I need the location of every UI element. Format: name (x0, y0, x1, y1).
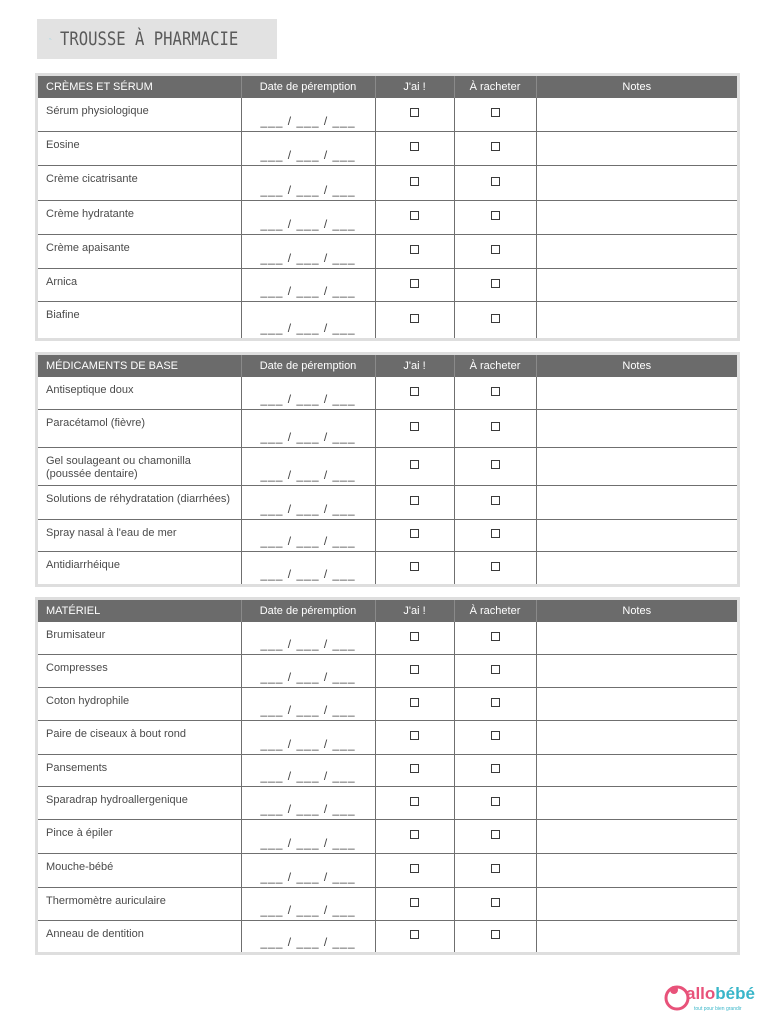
rebuy-checkbox-cell (454, 447, 536, 485)
expiry-date-field[interactable]: ___ / ___ / ___ (241, 786, 375, 819)
table-row (38, 301, 737, 338)
expiry-date-field[interactable]: ___ / ___ / ___ (241, 447, 375, 485)
expiry-date-field[interactable]: ___ / ___ / ___ (241, 301, 375, 338)
item-name: Crème hydratante (38, 200, 241, 234)
have-checkbox-cell (375, 268, 454, 301)
section-title: CRÈMES ET SÉRUM (38, 76, 241, 98)
rebuy-checkbox[interactable] (491, 279, 500, 288)
have-checkbox[interactable] (410, 211, 419, 220)
rebuy-checkbox-cell (454, 301, 536, 338)
item-name: Coton hydrophile (38, 687, 241, 720)
have-checkbox-cell (375, 98, 454, 131)
have-checkbox-cell (375, 687, 454, 720)
column-header-notes: Notes (536, 76, 737, 98)
column-header-date: Date de péremption (241, 355, 375, 377)
have-checkbox-cell (375, 622, 454, 654)
logo-tagline: tout pour bien grandir (694, 1006, 742, 1012)
table-row (38, 754, 737, 786)
have-checkbox[interactable] (410, 279, 419, 288)
title-banner (37, 19, 277, 59)
header-row (38, 76, 737, 98)
rebuy-checkbox-cell (454, 268, 536, 301)
column-header-have: J'ai ! (375, 355, 454, 377)
rebuy-checkbox-cell (454, 720, 536, 754)
item-name: Pansements (38, 754, 241, 786)
expiry-date-field[interactable]: ___ / ___ / ___ (241, 819, 375, 853)
table-row (38, 920, 737, 952)
section-title: MÉDICAMENTS DE BASE (38, 355, 241, 377)
allobebe-logo (664, 980, 756, 1016)
expiry-date-field[interactable]: ___ / ___ / ___ (241, 268, 375, 301)
table-row (38, 98, 737, 131)
rebuy-checkbox[interactable] (491, 422, 500, 431)
expiry-date-field[interactable]: ___ / ___ / ___ (241, 377, 375, 409)
rebuy-checkbox-cell (454, 754, 536, 786)
have-checkbox[interactable] (410, 698, 419, 707)
rebuy-checkbox-cell (454, 687, 536, 720)
have-checkbox-cell (375, 853, 454, 887)
have-checkbox-cell (375, 720, 454, 754)
expiry-date-field[interactable]: ___ / ___ / ___ (241, 165, 375, 200)
column-header-date: Date de péremption (241, 600, 375, 622)
header-row (38, 600, 737, 622)
table-row (38, 409, 737, 447)
have-checkbox[interactable] (410, 108, 419, 117)
logo-text-part1: allo (686, 984, 716, 1003)
notes-field[interactable] (536, 268, 737, 301)
have-checkbox[interactable] (410, 665, 419, 674)
table-row (38, 687, 737, 720)
have-checkbox[interactable] (410, 930, 419, 939)
have-checkbox[interactable] (410, 864, 419, 873)
notes-field[interactable] (536, 200, 737, 234)
expiry-date-field[interactable]: ___ / ___ / ___ (241, 131, 375, 165)
item-name: Arnica (38, 268, 241, 301)
rebuy-checkbox[interactable] (491, 698, 500, 707)
table-row (38, 720, 737, 754)
item-name: Sérum physiologique (38, 98, 241, 131)
rebuy-checkbox-cell (454, 98, 536, 131)
have-checkbox-cell (375, 377, 454, 409)
section-table (35, 352, 740, 587)
notes-field[interactable] (536, 654, 737, 687)
have-checkbox[interactable] (410, 830, 419, 839)
notes-field[interactable] (536, 165, 737, 200)
expiry-date-field[interactable]: ___ / ___ / ___ (241, 920, 375, 952)
item-name: Spray nasal à l'eau de mer (38, 519, 241, 551)
notes-field[interactable] (536, 377, 737, 409)
rebuy-checkbox[interactable] (491, 211, 500, 220)
have-checkbox-cell (375, 409, 454, 447)
rebuy-checkbox-cell (454, 200, 536, 234)
column-header-rebuy: À racheter (454, 76, 536, 98)
have-checkbox-cell (375, 920, 454, 952)
rebuy-checkbox[interactable] (491, 245, 500, 254)
column-header-have: J'ai ! (375, 600, 454, 622)
notes-field[interactable] (536, 98, 737, 131)
have-checkbox[interactable] (410, 245, 419, 254)
table-row (38, 447, 737, 485)
notes-field[interactable] (536, 301, 737, 338)
have-checkbox-cell (375, 234, 454, 268)
have-checkbox-cell (375, 887, 454, 920)
rebuy-checkbox[interactable] (491, 764, 500, 773)
have-checkbox-cell (375, 754, 454, 786)
logo-text (686, 984, 755, 1004)
notes-field[interactable] (536, 819, 737, 853)
expiry-date-field[interactable]: ___ / ___ / ___ (241, 853, 375, 887)
expiry-date-field[interactable]: ___ / ___ / ___ (241, 720, 375, 754)
have-checkbox[interactable] (410, 422, 419, 431)
notes-field[interactable] (536, 131, 737, 165)
table-row (38, 485, 737, 519)
item-name: Antiseptique doux (38, 377, 241, 409)
notes-field[interactable] (536, 485, 737, 519)
item-name: Antidiarrhéique (38, 551, 241, 584)
rebuy-checkbox[interactable] (491, 562, 500, 571)
column-header-date: Date de péremption (241, 76, 375, 98)
column-header-notes: Notes (536, 600, 737, 622)
rebuy-checkbox-cell (454, 622, 536, 654)
expiry-date-field[interactable]: ___ / ___ / ___ (241, 519, 375, 551)
have-checkbox-cell (375, 301, 454, 338)
table-row (38, 853, 737, 887)
notes-field[interactable] (536, 720, 737, 754)
have-checkbox-cell (375, 819, 454, 853)
expiry-date-field[interactable]: ___ / ___ / ___ (241, 234, 375, 268)
have-checkbox-cell (375, 786, 454, 819)
rebuy-checkbox-cell (454, 920, 536, 952)
rebuy-checkbox[interactable] (491, 460, 500, 469)
expiry-date-field[interactable]: ___ / ___ / ___ (241, 551, 375, 584)
expiry-date-field[interactable]: ___ / ___ / ___ (241, 622, 375, 654)
table-row (38, 377, 737, 409)
rebuy-checkbox-cell (454, 654, 536, 687)
item-name: Brumisateur (38, 622, 241, 654)
rebuy-checkbox[interactable] (491, 632, 500, 641)
rebuy-checkbox-cell (454, 234, 536, 268)
have-checkbox-cell (375, 165, 454, 200)
notes-field[interactable] (536, 887, 737, 920)
notes-field[interactable] (536, 409, 737, 447)
item-name: Crème cicatrisante (38, 165, 241, 200)
item-name: Paracétamol (fièvre) (38, 409, 241, 447)
rebuy-checkbox[interactable] (491, 665, 500, 674)
notes-field[interactable] (536, 687, 737, 720)
rebuy-checkbox[interactable] (491, 496, 500, 505)
expiry-date-field[interactable]: ___ / ___ / ___ (241, 98, 375, 131)
have-checkbox[interactable] (410, 562, 419, 571)
expiry-date-field[interactable]: ___ / ___ / ___ (241, 754, 375, 786)
rebuy-checkbox[interactable] (491, 898, 500, 907)
have-checkbox[interactable] (410, 632, 419, 641)
table-row (38, 654, 737, 687)
item-name: Anneau de dentition (38, 920, 241, 952)
notes-field[interactable] (536, 447, 737, 485)
medicine-bottle-icon (49, 24, 52, 54)
rebuy-checkbox-cell (454, 409, 536, 447)
expiry-date-field[interactable]: ___ / ___ / ___ (241, 409, 375, 447)
table-row (38, 551, 737, 584)
have-checkbox-cell (375, 200, 454, 234)
table-row (38, 131, 737, 165)
rebuy-checkbox-cell (454, 786, 536, 819)
item-name: Compresses (38, 654, 241, 687)
table-row (38, 887, 737, 920)
have-checkbox[interactable] (410, 142, 419, 151)
have-checkbox-cell (375, 519, 454, 551)
have-checkbox[interactable] (410, 898, 419, 907)
expiry-date-field[interactable]: ___ / ___ / ___ (241, 485, 375, 519)
notes-field[interactable] (536, 234, 737, 268)
expiry-date-field[interactable]: ___ / ___ / ___ (241, 200, 375, 234)
have-checkbox[interactable] (410, 496, 419, 505)
notes-field[interactable] (536, 853, 737, 887)
section-table (35, 73, 740, 341)
notes-field[interactable] (536, 519, 737, 551)
notes-field[interactable] (536, 551, 737, 584)
rebuy-checkbox-cell (454, 887, 536, 920)
rebuy-checkbox-cell (454, 485, 536, 519)
have-checkbox-cell (375, 131, 454, 165)
expiry-date-field[interactable]: ___ / ___ / ___ (241, 887, 375, 920)
expiry-date-field[interactable]: ___ / ___ / ___ (241, 654, 375, 687)
rebuy-checkbox[interactable] (491, 864, 500, 873)
rebuy-checkbox[interactable] (491, 387, 500, 396)
rebuy-checkbox-cell (454, 853, 536, 887)
have-checkbox-cell (375, 654, 454, 687)
rebuy-checkbox-cell (454, 819, 536, 853)
rebuy-checkbox-cell (454, 165, 536, 200)
section-table (35, 597, 740, 955)
rebuy-checkbox[interactable] (491, 830, 500, 839)
rebuy-checkbox[interactable] (491, 177, 500, 186)
table-row (38, 165, 737, 200)
have-checkbox-cell (375, 485, 454, 519)
header-row (38, 355, 737, 377)
item-name: Thermomètre auriculaire (38, 887, 241, 920)
notes-field[interactable] (536, 754, 737, 786)
notes-field[interactable] (536, 786, 737, 819)
item-name: Pince à épiler (38, 819, 241, 853)
table-row (38, 234, 737, 268)
have-checkbox[interactable] (410, 764, 419, 773)
have-checkbox[interactable] (410, 529, 419, 538)
table-row (38, 786, 737, 819)
column-header-have: J'ai ! (375, 76, 454, 98)
have-checkbox[interactable] (410, 797, 419, 806)
have-checkbox[interactable] (410, 460, 419, 469)
rebuy-checkbox-cell (454, 519, 536, 551)
column-header-rebuy: À racheter (454, 600, 536, 622)
rebuy-checkbox[interactable] (491, 731, 500, 740)
item-name: Solutions de réhydratation (diarrhées) (38, 485, 241, 519)
have-checkbox-cell (375, 447, 454, 485)
section-title: MATÉRIEL (38, 600, 241, 622)
logo-text-part2: bébé (715, 984, 755, 1003)
item-name: Eosine (38, 131, 241, 165)
item-name: Paire de ciseaux à bout rond (38, 720, 241, 754)
table-row (38, 622, 737, 654)
rebuy-checkbox-cell (454, 377, 536, 409)
item-name: Sparadrap hydroallergenique (38, 786, 241, 819)
have-checkbox[interactable] (410, 731, 419, 740)
rebuy-checkbox[interactable] (491, 314, 500, 323)
page-title: TROUSSE À PHARMACIE (59, 28, 238, 50)
expiry-date-field[interactable]: ___ / ___ / ___ (241, 687, 375, 720)
have-checkbox[interactable] (410, 387, 419, 396)
rebuy-checkbox[interactable] (491, 930, 500, 939)
have-checkbox-cell (375, 551, 454, 584)
column-header-notes: Notes (536, 355, 737, 377)
column-header-rebuy: À racheter (454, 355, 536, 377)
notes-field[interactable] (536, 622, 737, 654)
table-row (38, 268, 737, 301)
rebuy-checkbox-cell (454, 131, 536, 165)
have-checkbox[interactable] (410, 177, 419, 186)
have-checkbox[interactable] (410, 314, 419, 323)
notes-field[interactable] (536, 920, 737, 952)
item-name: Crème apaisante (38, 234, 241, 268)
rebuy-checkbox[interactable] (491, 142, 500, 151)
rebuy-checkbox-cell (454, 551, 536, 584)
table-row (38, 519, 737, 551)
table-row (38, 200, 737, 234)
table-row (38, 819, 737, 853)
rebuy-checkbox[interactable] (491, 797, 500, 806)
item-name: Biafine (38, 301, 241, 338)
item-name: Gel soulageant ou chamonilla (poussée dentaire) (38, 447, 241, 485)
rebuy-checkbox[interactable] (491, 108, 500, 117)
rebuy-checkbox[interactable] (491, 529, 500, 538)
item-name: Mouche-bébé (38, 853, 241, 887)
